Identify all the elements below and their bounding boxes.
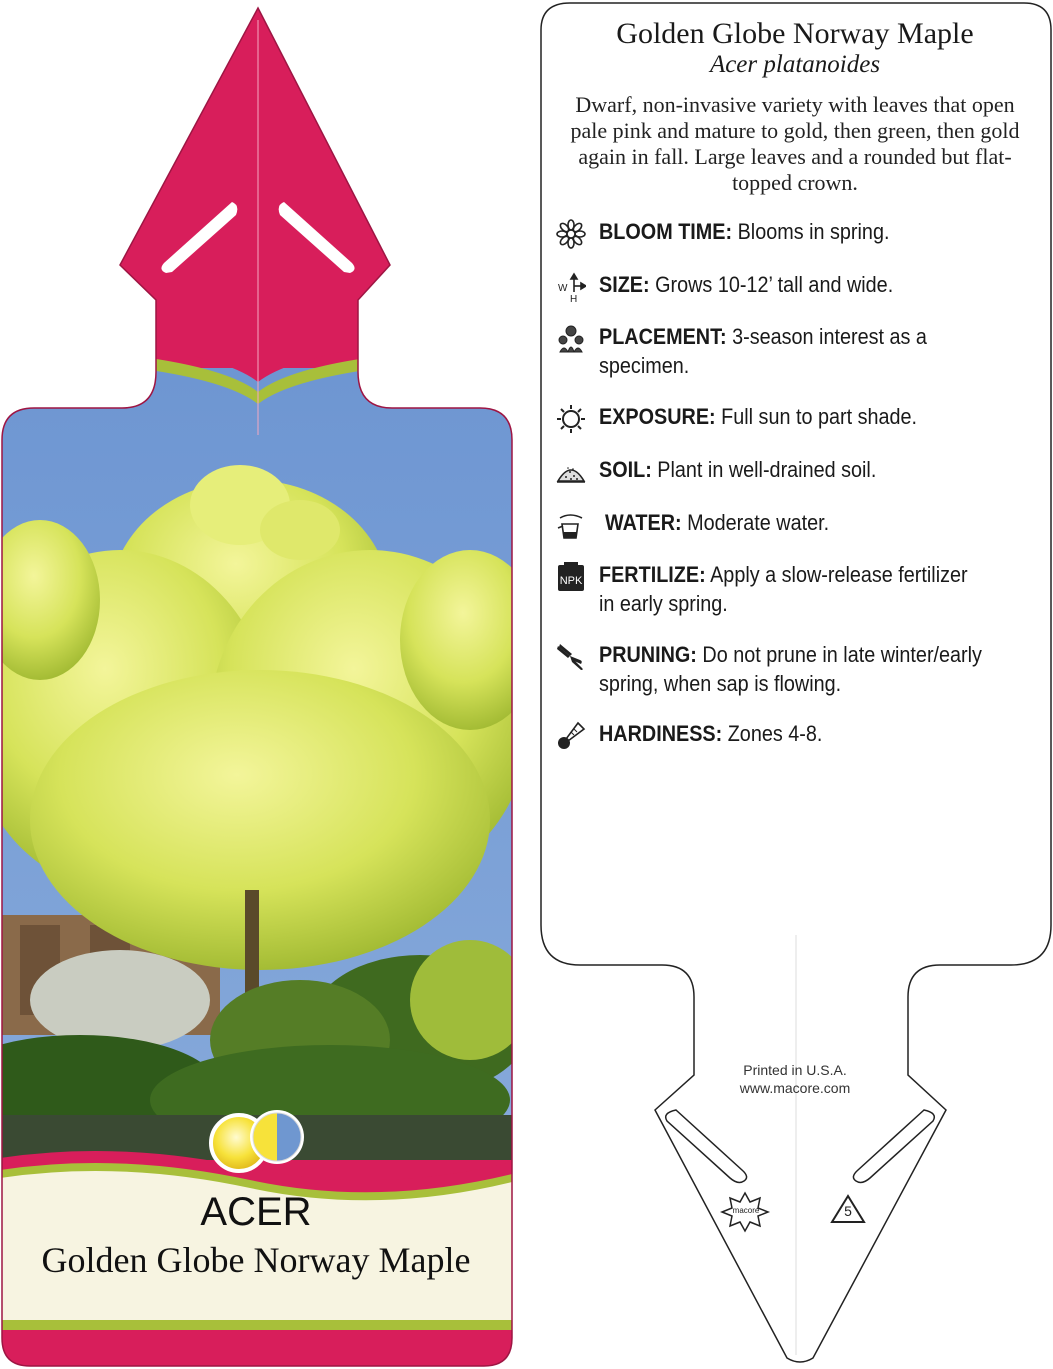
exposure-value: Full sun to part shade.	[715, 404, 918, 429]
fertilizer-npk-icon	[556, 562, 586, 592]
bottom-green-line	[0, 1322, 520, 1328]
size-arrows-icon	[556, 272, 586, 302]
size-icon-w: W	[558, 283, 568, 294]
printer-info	[690, 1061, 900, 1097]
fertilize-value: Apply a slow-release fertilizer in early spring.	[599, 562, 968, 616]
pruning-value: Do not prune in late winter/early spring, when sap is flowing.	[599, 642, 982, 696]
size-label: SIZE:	[599, 272, 650, 297]
recycle-number: 5	[844, 1203, 852, 1219]
npk-text: NPK	[559, 575, 583, 587]
bloom-time-value: Blooms in spring.	[732, 219, 890, 244]
hardiness-value: Zones 4-8.	[722, 721, 823, 746]
soil-mound-icon	[556, 457, 586, 487]
fertilize-label: FERTILIZE:	[599, 562, 706, 587]
hardiness-label: HARDINESS:	[599, 721, 723, 746]
back-title: Golden Globe Norway Maple	[616, 17, 974, 50]
front-genus: ACER	[200, 1190, 312, 1234]
sun-icon	[556, 404, 586, 434]
tree-photo	[0, 368, 540, 1160]
pruning-shears-icon	[556, 642, 586, 672]
flower-icon	[556, 219, 586, 249]
plant-description: Dwarf, non-invasive variety with leaves that open pale pink and mature to gold, then green, then gold again in fall. Large leaves and a rounded but flat-topped crown.	[570, 92, 1020, 195]
top-pink-wave-edge	[0, 0, 520, 382]
printer-website[interactable]: www.macore.com	[739, 1080, 851, 1096]
water-label: WATER:	[605, 510, 682, 535]
bottom-pink-band	[0, 1330, 520, 1369]
placement-label: PLACEMENT:	[599, 324, 727, 349]
placement-value: 3-season interest as a specimen.	[599, 324, 927, 378]
front-common-name: Golden Globe Norway Maple	[41, 1240, 471, 1280]
size-icon-h: H	[570, 294, 578, 302]
exposure-label: EXPOSURE:	[599, 404, 716, 429]
thermometer-icon	[556, 721, 586, 751]
part-shade-icon	[250, 1110, 304, 1164]
pruning-label: PRUNING:	[599, 642, 697, 667]
water-value: Moderate water.	[681, 510, 830, 535]
size-value: Grows 10-12’ tall and wide.	[649, 272, 894, 297]
bloom-time-label: BLOOM TIME:	[599, 219, 733, 244]
soil-label: SOIL:	[599, 457, 652, 482]
printed-in: Printed in U.S.A.	[743, 1062, 847, 1078]
watering-can-icon	[556, 510, 586, 540]
soil-value: Plant in well-drained soil.	[651, 457, 877, 482]
placement-plants-icon	[556, 324, 586, 354]
macore-logo-text: macore	[732, 1206, 760, 1215]
scientific-name: Acer platanoides	[709, 51, 881, 78]
